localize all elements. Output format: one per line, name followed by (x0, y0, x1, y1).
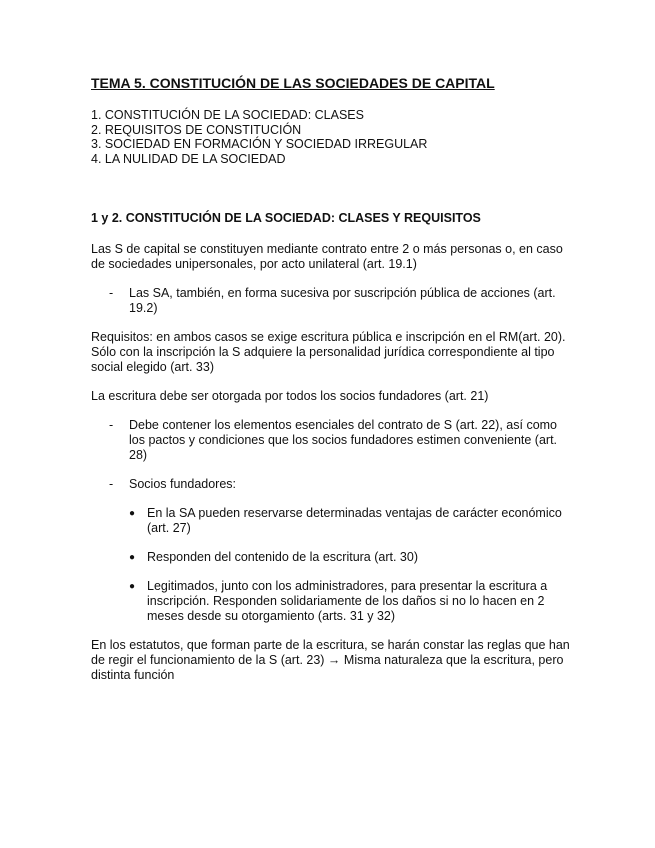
document-page (91, 75, 571, 697)
bullet-marker: ● (129, 508, 136, 519)
dash-list-item (91, 418, 571, 463)
toc-item: 2. REQUISITOS DE CONSTITUCIÓN (91, 122, 302, 137)
dash-marker: - (109, 477, 114, 491)
paragraph: Las S de capital se constituyen mediante contrato entre 2 o más personas o, en caso de sociedades unipersonales, por acto unilateral (art. 19.1) (91, 242, 563, 271)
bullet-list-item-text: Responden del contenido de la escritura (art. 30) (147, 550, 418, 564)
bullet-list-item (91, 550, 571, 565)
bullet-marker: ● (129, 552, 136, 563)
table-of-contents (91, 108, 571, 166)
dash-list-item-text: Socios fundadores: (129, 477, 237, 491)
bullet-list-item-text: En la SA pueden reservarse determinadas ventajas de carácter económico (art. 27) (147, 506, 562, 535)
paragraph: La escritura debe ser otorgada por todos los socios fundadores (art. 21) (91, 389, 489, 403)
bullet-marker: ● (129, 581, 136, 592)
bullet-list-item (91, 506, 571, 536)
paragraph: En los estatutos, que forman parte de la escritura, se harán constar las reglas que han de regir el funcionamiento de la S (art. 23) → Misma naturaleza que la escritura, pero distinta función (91, 638, 570, 682)
bullet-list-item-text: Legitimados, junto con los administradores, para presentar la escritura a inscripción. Responden solidariamente de los daños si no lo hacen en 2 meses desde su otorgamiento (arts. 31 y 32) (147, 579, 548, 623)
dash-list-item (91, 286, 571, 316)
dash-list-item (91, 477, 571, 492)
paragraph: Requisitos: en ambos casos se exige escritura pública e inscripción en el RM(art. 20). Sólo con la inscripción la S adquiere la personalidad jurídica correspondiente al tipo social elegido (art. 33) (91, 330, 566, 374)
section-heading: 1 y 2. CONSTITUCIÓN DE LA SOCIEDAD: CLASES Y REQUISITOS (91, 211, 481, 225)
dash-list-item-text: Las SA, también, en forma sucesiva por suscripción pública de acciones (art. 19.2) (129, 286, 556, 315)
toc-item: 3. SOCIEDAD EN FORMACIÓN Y SOCIEDAD IRREGULAR (91, 137, 428, 151)
bullet-list-item (91, 579, 571, 624)
dash-marker: - (109, 418, 114, 432)
toc-item: 4. LA NULIDAD DE LA SOCIEDAD (91, 151, 286, 166)
document-title: TEMA 5. CONSTITUCIÓN DE LAS SOCIEDADES DE CAPITAL (91, 75, 495, 91)
toc-item: 1. CONSTITUCIÓN DE LA SOCIEDAD: CLASES (91, 108, 364, 122)
dash-list-item-text: Debe contener los elementos esenciales del contrato de S (art. 22), así como los pactos y condiciones que los socios fundadores estimen conveniente (art. 28) (129, 418, 558, 462)
dash-marker: - (109, 286, 114, 300)
